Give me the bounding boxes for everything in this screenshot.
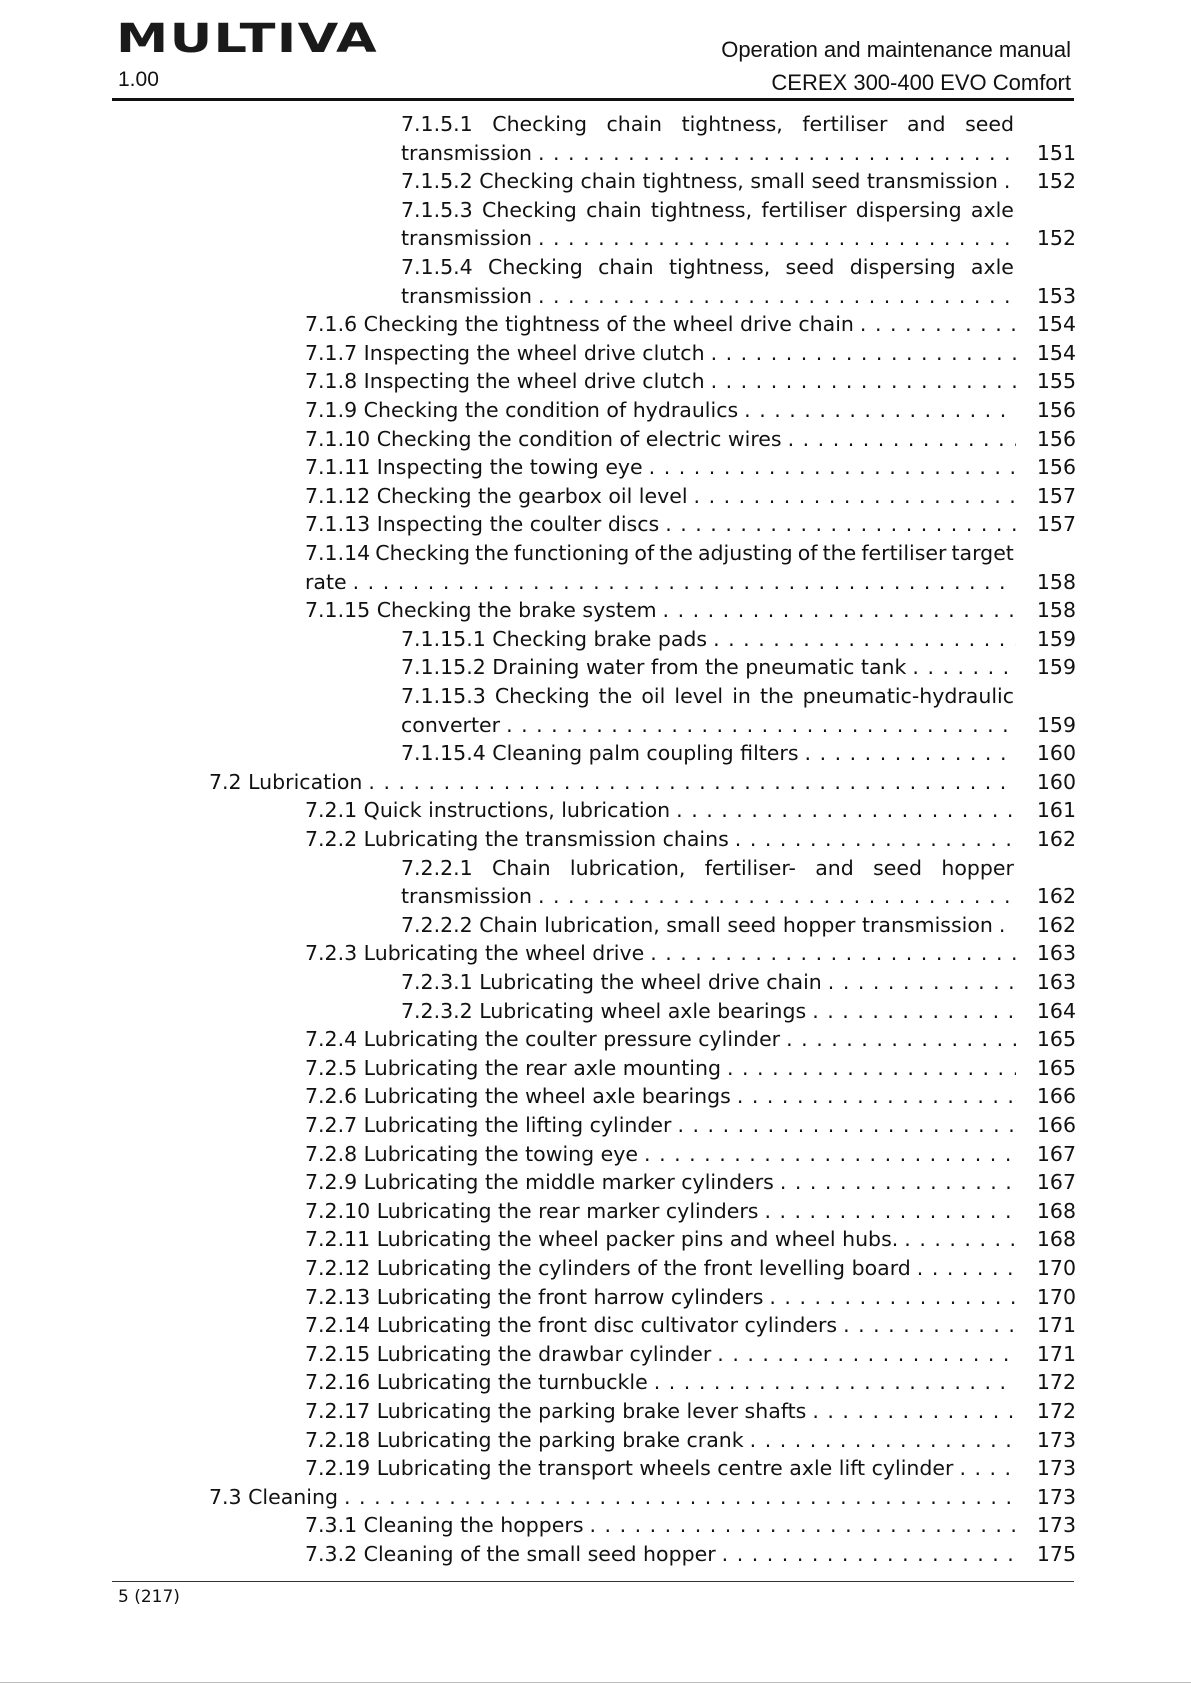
toc-entry-word: and	[906, 112, 946, 136]
toc-dot-leader	[694, 482, 1016, 510]
toc-entry-title: transmission	[401, 226, 532, 251]
toc-entry-word: the	[475, 541, 509, 565]
toc-page-number: 154	[1036, 340, 1076, 365]
toc-dot-leader	[912, 653, 1016, 681]
toc-dot-leader	[676, 796, 1016, 824]
toc-entry-word: oil	[641, 684, 666, 708]
toc-entry-wrapped-line	[401, 854, 1014, 882]
toc-entry-title: 7.1.5.2 Checking chain tightness, small seed transmission	[401, 169, 998, 194]
toc-entry[interactable]	[305, 1511, 1020, 1539]
toc-entry[interactable]	[305, 1368, 1020, 1396]
toc-dot-leader	[717, 1340, 1016, 1368]
toc-page-number: 158	[1036, 598, 1076, 623]
toc-page-number: 163	[1036, 941, 1076, 966]
toc-entry-word: tightness,	[681, 112, 783, 136]
toc-entry[interactable]	[401, 882, 1020, 910]
toc-entry-word: 7.1.14	[305, 541, 371, 565]
toc-page-number: 162	[1036, 912, 1076, 937]
toc-entry-word: seed	[873, 855, 923, 880]
toc-page-number: 154	[1036, 312, 1076, 337]
toc-entry-title: 7.1.9 Checking the condition of hydraulics	[305, 398, 739, 422]
toc-entry-title: 7.2.12 Lubricating the cylinders of the front levelling board	[305, 1256, 911, 1280]
toc-entry-word: Chain	[492, 855, 551, 880]
toc-entry-title: 7.2.15 Lubricating the drawbar cylinder	[305, 1341, 712, 1366]
toc-page-number: 173	[1036, 1484, 1076, 1509]
toc-entry[interactable]	[305, 1397, 1020, 1425]
toc-entry-word: of	[634, 541, 655, 565]
toc-page-number: 173	[1036, 1427, 1076, 1452]
toc-dot-leader	[904, 1225, 1016, 1253]
toc-dot-leader	[769, 1283, 1016, 1311]
toc-entry[interactable]	[305, 1454, 1020, 1482]
toc-entry[interactable]	[305, 1054, 1020, 1082]
toc-entry[interactable]	[305, 482, 1020, 510]
toc-entry-title: rate	[305, 569, 347, 594]
toc-entry-title: 7.2.4 Lubricating the coulter pressure cylinder	[305, 1027, 781, 1052]
toc-entry-title: 7.1.8 Inspecting the wheel drive clutch	[305, 369, 705, 394]
toc-dot-leader	[649, 453, 1016, 481]
toc-page-number: 167	[1036, 1170, 1076, 1195]
toc-dot-leader	[727, 1054, 1016, 1082]
toc-page-number: 156	[1036, 426, 1076, 451]
toc-entry[interactable]	[401, 739, 1020, 767]
toc-entry-word: Checking	[488, 255, 583, 279]
toc-entry-word: the	[759, 684, 794, 708]
toc-entry[interactable]	[209, 1483, 1020, 1511]
toc-dot-leader	[788, 425, 1016, 453]
toc-dot-leader	[506, 711, 1016, 739]
toc-dot-leader	[737, 1082, 1016, 1110]
toc-entry[interactable]	[305, 1140, 1020, 1168]
toc-page-number: 158	[1036, 569, 1076, 594]
toc-dot-leader	[353, 568, 1016, 596]
toc-entry[interactable]	[305, 1225, 1020, 1253]
toc-entry-title: 7.2.3.1 Lubricating the wheel drive chain	[401, 970, 822, 994]
footer-divider	[112, 1581, 1074, 1582]
document-version: 1.00	[118, 68, 159, 91]
toc-dot-leader	[590, 1511, 1016, 1539]
toc-entry-wrapped-line	[401, 253, 1014, 281]
toc-dot-leader	[999, 911, 1016, 939]
toc-entry[interactable]	[401, 625, 1020, 653]
toc-dot-leader	[812, 997, 1016, 1025]
toc-entry-title: transmission	[401, 884, 532, 909]
toc-page-number: 152	[1036, 169, 1076, 194]
toc-page-number: 170	[1036, 1284, 1076, 1309]
toc-dot-leader	[663, 596, 1016, 624]
toc-entry-word: 7.1.5.3	[401, 197, 473, 222]
toc-entry[interactable]	[305, 568, 1020, 596]
toc-entry-word: fertiliser	[761, 197, 847, 222]
toc-entry-title: 7.2.7 Lubricating the lifting cylinder	[305, 1113, 672, 1137]
toc-entry-title: converter	[401, 712, 501, 737]
toc-dot-leader	[860, 310, 1016, 338]
toc-dot-leader	[786, 1025, 1016, 1053]
toc-entry-word: Checking	[494, 684, 590, 708]
toc-entry-word: pneumatic-hydraulic	[802, 684, 1014, 708]
toc-page-number: 171	[1036, 1313, 1076, 1338]
toc-entry[interactable]	[305, 339, 1020, 367]
toc-entry[interactable]	[305, 510, 1020, 538]
toc-entry-title: 7.2.2.2 Chain lubrication, small seed hopper transmission	[401, 912, 993, 937]
toc-page-number: 160	[1036, 769, 1076, 794]
toc-entry[interactable]	[305, 1082, 1020, 1110]
toc-entry[interactable]	[305, 796, 1020, 824]
toc-dot-leader	[1004, 167, 1016, 195]
header-divider	[112, 98, 1074, 101]
toc-entry-word: hopper	[941, 855, 1014, 880]
toc-entry-word: 7.1.15.3	[401, 684, 486, 708]
toc-entry-word: functioning	[513, 541, 630, 565]
toc-entry-title: 7.2.18 Lubricating the parking brake crank	[305, 1427, 744, 1452]
toc-dot-leader	[812, 1397, 1016, 1425]
toc-dot-leader	[665, 510, 1016, 538]
toc-entry[interactable]	[209, 768, 1020, 796]
toc-entry[interactable]	[305, 1025, 1020, 1053]
toc-dot-leader	[750, 1426, 1016, 1454]
toc-page-number: 160	[1036, 741, 1076, 766]
toc-page-number: 162	[1036, 884, 1076, 909]
toc-entry-wrapped-line	[401, 110, 1014, 138]
toc-page-number: 173	[1036, 1513, 1076, 1538]
toc-entry-wrapped-line	[401, 682, 1014, 710]
toc-entry-title: 7.2.9 Lubricating the middle marker cylinders	[305, 1170, 774, 1195]
toc-dot-leader	[764, 1197, 1016, 1225]
toc-entry[interactable]	[401, 139, 1020, 167]
toc-entry-title: transmission	[401, 283, 532, 308]
toc-page-number: 170	[1036, 1256, 1076, 1280]
toc-entry-word: Checking	[482, 197, 577, 222]
toc-dot-leader	[744, 396, 1016, 424]
toc-dot-leader	[959, 1454, 1016, 1482]
toc-dot-leader	[644, 1140, 1016, 1168]
toc-entry-title: 7.1.11 Inspecting the towing eye	[305, 455, 643, 480]
toc-entry[interactable]	[401, 167, 1020, 195]
toc-entry-title: 7.2.2 Lubricating the transmission chains	[305, 827, 729, 851]
toc-entry-title: 7.1.15.1 Checking brake pads	[401, 626, 708, 651]
toc-page-number: 159	[1036, 626, 1076, 651]
toc-page-number: 164	[1036, 998, 1076, 1023]
toc-page-number: 165	[1036, 1027, 1076, 1052]
toc-page-number: 172	[1036, 1399, 1076, 1423]
toc-entry-title: 7.1.13 Inspecting the coulter discs	[305, 512, 660, 537]
toc-entry[interactable]	[305, 310, 1020, 338]
header-titles	[721, 33, 1071, 99]
toc-entry-title: 7.2.17 Lubricating the parking brake lever shafts	[305, 1399, 807, 1423]
toc-page-number: 171	[1036, 1341, 1076, 1366]
toc-entry[interactable]	[401, 911, 1020, 939]
toc-entry-wrapped-line	[401, 196, 1014, 224]
toc-entry-title: 7.2.14 Lubricating the front disc cultivator cylinders	[305, 1313, 838, 1338]
toc-page-number: 173	[1036, 1456, 1076, 1481]
toc-entry-word: fertiliser	[802, 112, 888, 136]
toc-entry-word: 7.1.5.4	[401, 255, 473, 279]
toc-dot-leader	[538, 139, 1016, 167]
toc-entry-title: 7.3 Cleaning	[209, 1484, 338, 1509]
toc-entry-title: 7.2.8 Lubricating the towing eye	[305, 1141, 639, 1166]
toc-entry-word: chain	[586, 197, 642, 222]
model-name: CEREX 300-400 EVO Comfort	[771, 70, 1071, 95]
toc-entry[interactable]	[401, 711, 1020, 739]
toc-entry[interactable]	[305, 1311, 1020, 1339]
toc-page-number: 163	[1036, 970, 1076, 994]
toc-entry-title: 7.1.15.4 Cleaning palm coupling filters	[401, 741, 799, 766]
toc-entry-word: tightness,	[668, 255, 771, 279]
toc-page-number: 168	[1036, 1227, 1076, 1252]
toc-entry-word: of	[797, 541, 818, 565]
toc-dot-leader	[713, 625, 1016, 653]
toc-dot-leader	[828, 968, 1016, 996]
toc-entry-word: dispersing	[855, 197, 962, 222]
toc-entry[interactable]	[305, 1283, 1020, 1311]
toc-entry-title: 7.1.6 Checking the tightness of the wheel drive chain	[305, 312, 854, 337]
toc-page-number: 161	[1036, 798, 1076, 823]
page-edge	[0, 1682, 1191, 1683]
toc-page-number: 162	[1036, 827, 1076, 851]
toc-page-number: 175	[1036, 1542, 1076, 1566]
toc-entry-word: seed	[785, 255, 835, 279]
toc-page-number: 153	[1036, 283, 1076, 308]
toc-entry-title: 7.2.5 Lubricating the rear axle mounting	[305, 1055, 721, 1080]
toc-entry[interactable]	[401, 282, 1020, 310]
toc-page-number: 156	[1036, 398, 1076, 422]
toc-entry[interactable]	[305, 1254, 1020, 1282]
toc-dot-leader	[711, 367, 1016, 395]
toc-entry-word: in	[732, 684, 751, 708]
toc-entry-title: 7.2.1 Quick instructions, lubrication	[305, 798, 671, 823]
toc-entry-word: the	[659, 541, 693, 565]
toc-entry[interactable]	[401, 224, 1020, 252]
toc-entry[interactable]	[401, 968, 1020, 996]
toc-entry-word: tightness,	[650, 197, 753, 222]
toc-entry-title: transmission	[401, 140, 532, 165]
toc-dot-leader	[344, 1483, 1016, 1511]
toc-entry[interactable]	[305, 367, 1020, 395]
toc-entry-title: 7.2.13 Lubricating the front harrow cylinders	[305, 1284, 764, 1309]
svg-text:MULTIVA: MULTIVA	[116, 20, 378, 56]
toc-dot-leader	[650, 939, 1016, 967]
toc-entry[interactable]	[305, 453, 1020, 481]
toc-entry-word: 7.1.5.1	[401, 112, 473, 136]
toc-entry[interactable]	[305, 1197, 1020, 1225]
toc-page-number: 166	[1036, 1113, 1076, 1137]
toc-page-number: 156	[1036, 455, 1076, 480]
toc-dot-leader	[538, 882, 1016, 910]
toc-entry-word: seed	[965, 112, 1014, 136]
toc-entry-title: 7.2.19 Lubricating the transport wheels centre axle lift cylinder	[305, 1456, 954, 1481]
toc-entry[interactable]	[305, 939, 1020, 967]
toc-page-number: 168	[1036, 1198, 1076, 1223]
toc-entry[interactable]	[401, 653, 1020, 681]
toc-entry-title: 7.1.15 Checking the brake system	[305, 598, 657, 623]
toc-dot-leader	[780, 1168, 1016, 1196]
toc-dot-leader	[843, 1311, 1016, 1339]
toc-dot-leader	[677, 1111, 1016, 1139]
toc-entry-title: 7.1.7 Inspecting the wheel drive clutch	[305, 340, 705, 365]
toc-entry[interactable]	[305, 1426, 1020, 1454]
toc-entry[interactable]	[401, 997, 1020, 1025]
toc-dot-leader	[805, 739, 1016, 767]
toc-entry-word: dispersing	[849, 255, 956, 279]
toc-entry-title: 7.2.11 Lubricating the wheel packer pins and wheel hubs.	[305, 1227, 899, 1252]
toc-page-number: 157	[1036, 483, 1076, 508]
toc-entry-word: axle	[970, 255, 1014, 279]
toc-dot-leader	[735, 825, 1016, 853]
toc-entry-word: chain	[598, 255, 654, 279]
toc-entry-title: 7.3.1 Cleaning the hoppers	[305, 1513, 584, 1538]
toc-page-number: 157	[1036, 512, 1076, 537]
toc-page-number: 159	[1036, 655, 1076, 680]
toc-entry-title: 7.2.3 Lubricating the wheel drive	[305, 941, 645, 966]
page-number: 5 (217)	[118, 1587, 180, 1607]
toc-entry-word: level	[674, 684, 724, 708]
toc-dot-leader	[538, 282, 1016, 310]
toc-entry-word: fertiliser	[861, 541, 947, 565]
toc-entry[interactable]	[305, 1340, 1020, 1368]
toc-entry-title: 7.2.10 Lubricating the rear marker cylinders	[305, 1198, 759, 1223]
toc-entry-word: 7.2.2.1	[401, 855, 473, 880]
toc-dot-leader	[654, 1368, 1016, 1396]
toc-entry-title: 7.2.3.2 Lubricating wheel axle bearings	[401, 998, 807, 1023]
toc-dot-leader	[538, 224, 1016, 252]
toc-dot-leader	[917, 1254, 1016, 1282]
toc-entry-title: 7.1.10 Checking the condition of electric wires	[305, 426, 782, 451]
toc-page-number: 166	[1036, 1084, 1076, 1109]
toc-entry-word: and	[815, 855, 854, 880]
toc-entry-title: 7.2 Lubrication	[209, 769, 363, 794]
toc-entry[interactable]	[305, 425, 1020, 453]
toc-entry-word: Checking	[375, 541, 471, 565]
toc-entry[interactable]	[305, 1111, 1020, 1139]
toc-entry-word: the	[598, 684, 633, 708]
toc-page-number: 165	[1036, 1055, 1076, 1080]
toc-entry[interactable]	[305, 1168, 1020, 1196]
toc-entry-title: 7.2.16 Lubricating the turnbuckle	[305, 1370, 648, 1395]
toc-page-number: 172	[1036, 1370, 1076, 1395]
toc-entry[interactable]	[305, 825, 1020, 853]
toc-dot-leader	[368, 768, 1016, 796]
toc-page-number: 152	[1036, 226, 1076, 251]
toc-page-number: 159	[1036, 712, 1076, 737]
toc-entry-word: chain	[606, 112, 663, 136]
toc-page-number: 155	[1036, 369, 1076, 394]
toc-entry-title: 7.2.6 Lubricating the wheel axle bearings	[305, 1084, 731, 1109]
toc-entry-title: 7.3.2 Cleaning of the small seed hopper	[305, 1542, 716, 1566]
toc-page-number: 167	[1036, 1141, 1076, 1166]
toc-entry-word: Checking	[492, 112, 588, 136]
toc-entry-title: 7.1.12 Checking the gearbox oil level	[305, 483, 688, 508]
toc-entry-word: target	[951, 541, 1014, 565]
toc-entry-word: axle	[970, 197, 1014, 222]
toc-entry-wrapped-line	[305, 539, 1014, 567]
toc-entry[interactable]	[305, 1540, 1020, 1568]
toc-entry-word: lubrication,	[569, 855, 686, 880]
toc-entry-word: adjusting	[697, 541, 793, 565]
toc-dot-leader	[722, 1540, 1016, 1568]
manual-title: Operation and maintenance manual	[721, 37, 1071, 62]
toc-entry[interactable]	[305, 596, 1020, 624]
toc-entry-title: 7.1.15.2 Draining water from the pneumatic tank	[401, 655, 907, 680]
toc-dot-leader	[711, 339, 1016, 367]
toc-entry-word: the	[822, 541, 857, 565]
toc-page-number: 151	[1036, 140, 1076, 165]
toc-entry[interactable]	[305, 396, 1020, 424]
multiva-logo	[116, 20, 380, 56]
toc-entry-word: fertiliser-	[704, 855, 796, 880]
